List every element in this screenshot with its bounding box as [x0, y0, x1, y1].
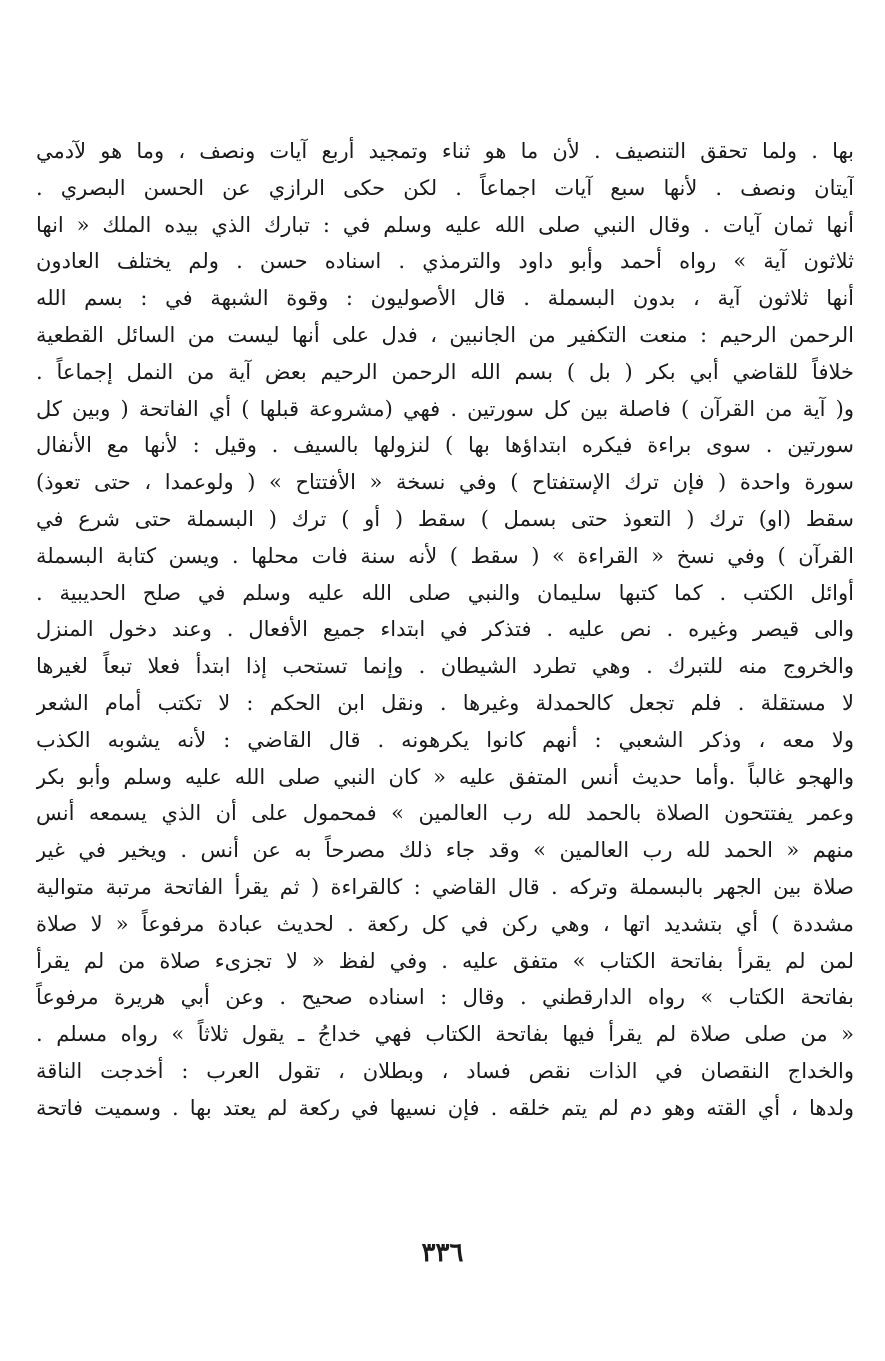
text-line: سورة واحدة ( فإن ترك الإستفتاح ) وفي نسخة « الأفتتاح » ( ولوعمدا ، حتى تعوذ) [36, 470, 854, 495]
text-line: والخداج النقصان في الذات نقص فساد ، وبطلان ، تقول العرب : أخدجت الناقة [36, 1058, 854, 1083]
text-line: سقط (او) ترك ( التعوذ حتى بسمل ) سقط ( أو ) ترك ( البسملة حتى شرع في [36, 506, 854, 531]
text-line: آيتان ونصف . لأنها سبع آيات اجماعاً . لكن حكى الرازي عن الحسن البصري . [36, 175, 854, 200]
text-line: أنها ثمان آيات . وقال النبي صلى الله عليه وسلم في : تبارك الذي بيده الملك « انها [36, 212, 854, 237]
text-line: بها . ولما تحقق التنصيف . لأن ما هو ثناء وتمجيد أربع آيات ونصف ، وما هو لآدمي [36, 139, 854, 163]
page-number: ٣٣٦ [421, 1238, 464, 1268]
text-line: والخروج منه للتبرك . وهي تطرد الشيطان . وإنما تستحب إذا ابتدأ فعلا تبعاً لغيرها [36, 654, 854, 679]
text-line: منهم « الحمد لله رب العالمين » وقد جاء ذلك مصرحاً به عن أنس . ويخير في غير [36, 838, 854, 863]
text-line: أوائل الكتب . كما كتبها سليمان والنبي صلى الله عليه وسلم في صلح الحديبية . [36, 580, 854, 605]
text-line: ثلاثون آية » رواه أحمد وأبو داود والترمذي . اسناده حسن . ولم يختلف العادون [36, 249, 854, 274]
text-line: ولا معه ، وذكر الشعبي : أنهم كانوا يكرهونه . قال القاضي : لأنه يشوبه الكذب [36, 727, 854, 752]
text-line: « من صلى صلاة لم يقرأ فيها بفاتحة الكتاب فهي خداجُ ـ يقول ثلاثاً » رواه مسلم . [36, 1022, 854, 1047]
text-line: أنها ثلاثون آية ، بدون البسملة . قال الأصوليون : وقوة الشبهة في : بسم الله [36, 286, 854, 311]
text-line: لا مستقلة . فلم تجعل كالحمدلة وغيرها . ونقل ابن الحكم : لا تكتب أمام الشعر [36, 690, 854, 715]
text-line: و( آية من القرآن ) فاصلة بين كل سورتين . فهي (مشروعة قبلها ) أي الفاتحة ( وبين كل [36, 396, 854, 421]
text-line: الرحمن الرحيم : منعت التكفير من الجانبين ، فدل على أنها ليست من السائل القطعية [36, 322, 854, 347]
text-line: والهجو غالباً .وأما حديث أنس المتفق عليه « كان النبي صلى الله عليه وسلم وأبو بكر [36, 764, 854, 789]
text-line: خلافاً للقاضي أبي بكر ( بل ) بسم الله الرحمن الرحيم بعض آية من النمل إجماعاً . [36, 359, 854, 384]
text-line: وعمر يفتتحون الصلاة بالحمد لله رب العالمين » فمحمول على أن الذي يسمعه أنس [36, 801, 854, 826]
text-line: ولدها ، أي القته وهو دم لم يتم خلقه . فإن نسيها في ركعة لم يعتد بها . وسميت فاتحة [36, 1095, 854, 1120]
text-line: سورتين . سوى براءة فيكره ابتداؤها بها ) لنزولها بالسيف . وقيل : لأنها مع الأنفال [36, 433, 854, 458]
text-line: لمن لم يقرأ بفاتحة الكتاب » متفق عليه . وفي لفظ « لا تجزىء صلاة من لم يقرأ [36, 948, 854, 973]
text-line: بفاتحة الكتاب » رواه الدارقطني . وقال : اسناده صحيح . وعن أبي هريرة مرفوعاً [36, 985, 854, 1010]
text-line: صلاة بين الجهر بالبسملة وتركه . قال القاضي : كالقراءة ( ثم يقرأ الفاتحة مرتبة متوالية [36, 874, 854, 899]
body-text [36, 133, 854, 1127]
text-line: القرآن ) وفي نسخ « القراءة » ( سقط ) لأنه سنة فات محلها . ويسن كتابة البسملة [36, 543, 854, 568]
text-line: مشددة ) أي بتشديد اتها ، وهي ركن في كل ركعة . لحديث عبادة مرفوعاً « لا صلاة [36, 911, 854, 936]
text-line: والى قيصر وغيره . نص عليه . فتذكر في ابتداء جميع الأفعال . وعند دخول المنزل [36, 617, 854, 642]
